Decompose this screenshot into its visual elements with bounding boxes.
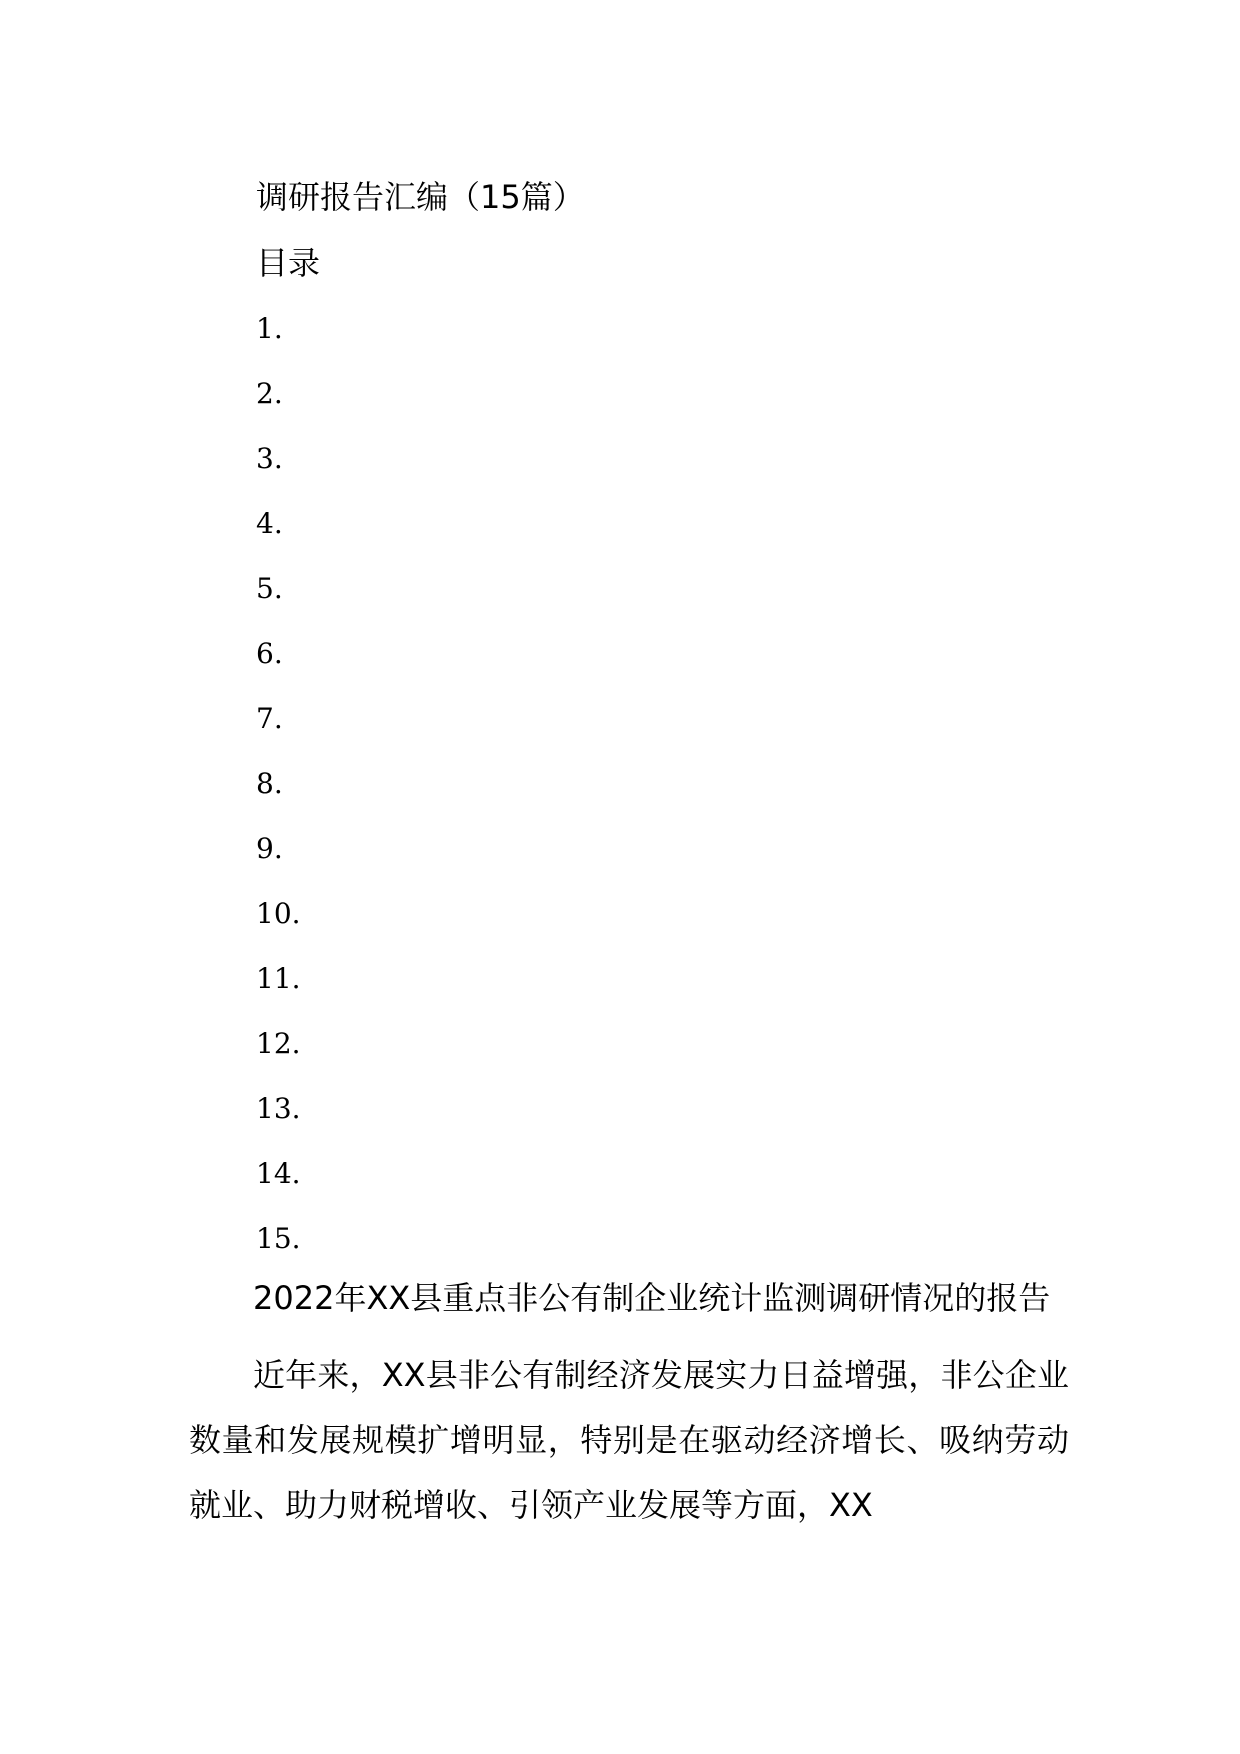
toc-item-12: 12. [256,1027,301,1060]
toc-list [256,302,301,1277]
toc-item-4: 4. [256,507,283,540]
report-title: 2022年XX县重点非公有制企业统计监测调研情况的报告 [253,1279,1051,1317]
toc-item-14: 14. [256,1157,301,1190]
toc-item-6: 6. [256,637,283,670]
toc-item-7: 7. [256,702,283,735]
toc-heading: 目录 [256,244,321,282]
toc-item-3: 3. [256,442,283,475]
document-title: 调研报告汇编（15篇） [256,178,585,216]
toc-item-5: 5. [256,572,283,605]
toc-item-2: 2. [256,377,283,410]
document-body [189,1266,1069,1550]
toc-item-15: 15. [256,1222,301,1255]
toc-item-8: 8. [256,767,283,800]
body-paragraph: 近年来，XX县非公有制经济发展实力日益增强，非公企业数量和发展规模扩增明显，特别是在驱动经济增长、吸纳劳动就业、助力财税增收、引领产业发展等方面，XX [189,1356,1069,1524]
toc-item-13: 13. [256,1092,301,1125]
toc-item-10: 10. [256,897,301,930]
toc-item-11: 11. [256,962,301,995]
toc-item-1: 1. [256,312,283,345]
toc-item-9: 9. [256,832,283,865]
